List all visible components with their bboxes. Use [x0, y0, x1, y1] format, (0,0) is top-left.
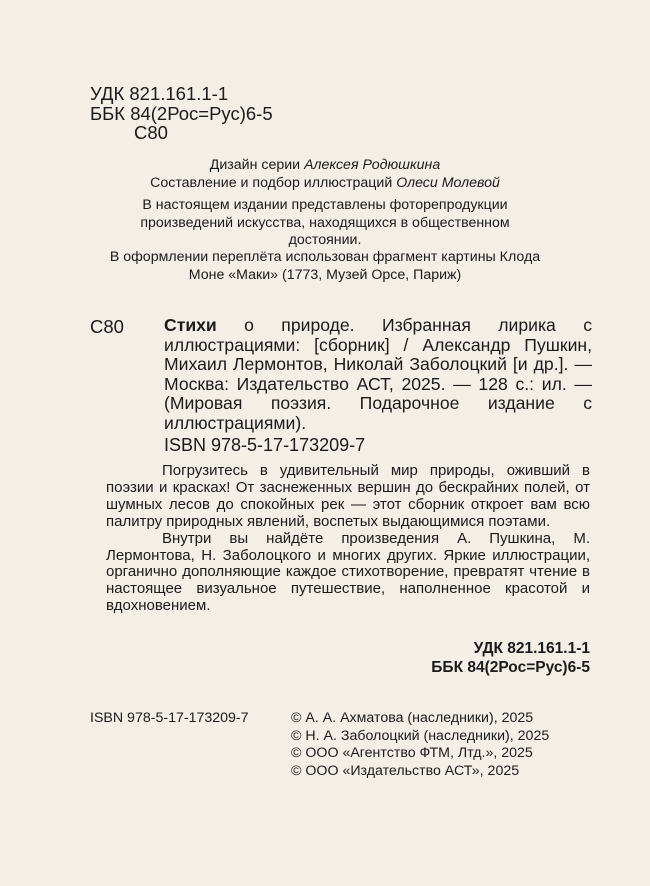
annotation-paragraph-2: Внутри вы найдёте произведения А. Пушкина, М. Лермонтова, Н. Заболоцкого и многих других. Яркие иллюстрации, органично дополняющие каждое стихотворение, превратят чтение в настоящее визуальное путешествие, наполненное красотой и вдохновением. — [106, 529, 590, 615]
design-credit-name: Алексея Родюшкина — [304, 157, 441, 173]
copyright-line: © ООО «Издательство АСТ», 2025 — [291, 762, 520, 779]
classification-codes — [90, 84, 273, 143]
compiler-credit-label: Составление и подбор иллюстраций — [150, 174, 397, 191]
compiler-credit-name: Олеси Молевой — [396, 174, 500, 191]
annotation-paragraph-1: Погрузитесь в удивительный мир природы, оживший в поэзии и красках! От заснеженных вершин до бескрайних полей, от шумных лесов до спокойных рек — этот сборник откроет вам всю палитру природных явлений, воспетых выдающимися поэтами. — [106, 462, 590, 530]
bbk-code: ББК 84(2Рос=Рус)6-5 — [90, 102, 273, 124]
reproductions-note — [115, 197, 535, 250]
compiler-credit — [80, 175, 570, 193]
classification-codes-footer — [300, 640, 590, 677]
design-credit-label: Дизайн серии — [209, 157, 305, 173]
series-credits — [80, 157, 570, 192]
copyright-line: © А. А. Ахматова (наследники), 2025 — [291, 710, 534, 726]
annotation — [106, 463, 590, 615]
book-title: Стихи — [164, 315, 217, 335]
bibliographic-mark: С80 — [90, 316, 124, 337]
copyright-block — [291, 710, 549, 780]
bbk-code-footer: ББК 84(2Рос=Рус)6-5 — [431, 658, 590, 676]
design-credit — [80, 157, 570, 175]
bibliographic-description — [164, 316, 592, 434]
udk-code: УДК 821.161.1-1 — [90, 83, 229, 104]
copyright-line: © Н. А. Заболоцкий (наследники), 2025 — [291, 727, 550, 744]
cover-note-text: В оформлении переплёта использован фрагмент картины Клода Моне «Маки» (1773, Музей Орсе, Париж) — [109, 249, 541, 283]
copyright-line: © ООО «Агентство ФТМ, Лтд.», 2025 — [291, 745, 533, 762]
cover-note — [92, 249, 558, 284]
udk-code-footer: УДК 821.161.1-1 — [473, 640, 590, 657]
reproductions-note-text: В настоящем издании представлены фоторепродукции произведений искусства, находящихся в общественном достоянии. — [140, 197, 510, 248]
author-mark: С80 — [134, 122, 168, 143]
isbn-footer: ISBN 978-5-17-173209-7 — [90, 710, 249, 726]
isbn-main: ISBN 978-5-17-173209-7 — [164, 435, 366, 455]
book-description: о природе. Избранная лирика с иллюстрациями: [сборник] / Александр Пушкин, Михаил Лермонтов, Николай Заболоцкий [и др.]. — Москва: Издательство АСТ, 2025. — 128 с.: ил. — (Мировая поэзия. Подарочное издание с иллюстрациями). — [164, 315, 592, 433]
